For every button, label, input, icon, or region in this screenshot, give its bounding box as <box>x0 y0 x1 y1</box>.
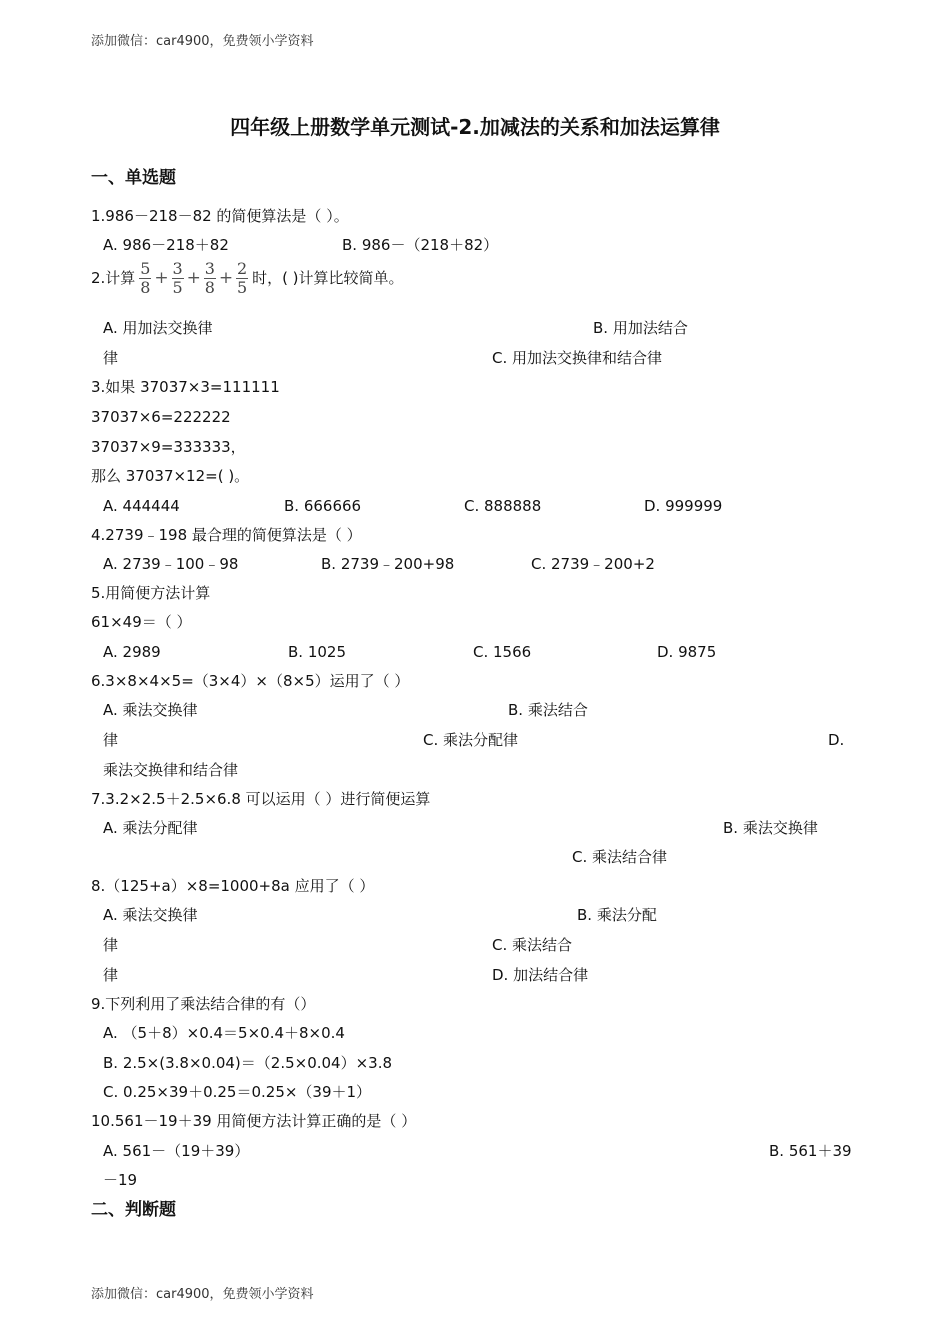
page-footer: 添加微信：car4900，免费领小学资料 <box>91 1287 314 1302</box>
question-5-option-b[interactable]: B. 1025 <box>288 643 347 661</box>
section-heading-true-false: 二、判断题 <box>91 1200 176 1220</box>
fraction-3: $\frac{3}{8}$ <box>204 258 215 297</box>
question-4-option-b[interactable]: B. 2739﹣200+98 <box>321 555 455 573</box>
question-8-option-b-continued: 律 <box>103 936 119 954</box>
question-2-option-b[interactable]: B. 用加法结合 <box>593 319 688 337</box>
question-2-stem-prefix: 2.计算 <box>91 269 136 287</box>
question-5-option-c[interactable]: C. 1566 <box>473 643 532 661</box>
question-3-option-a[interactable]: A. 444444 <box>103 497 180 515</box>
page-title: 四年级上册数学单元测试-2.加减法的关系和加法运算律 <box>230 115 720 139</box>
question-3-line-1: 3.如果 37037×3=111111 <box>91 378 280 396</box>
question-5-line-2: 61×49＝（ ） <box>91 613 192 631</box>
question-8-option-d[interactable]: D. 加法结合律 <box>492 966 589 984</box>
fraction-1: $\frac{5}{8}$ <box>140 258 151 297</box>
question-9-option-b[interactable]: B. 2.5×(3.8×0.04)＝（2.5×0.04）×3.8 <box>103 1054 393 1072</box>
fraction-2: $\frac{3}{5}$ <box>172 258 183 297</box>
question-8-option-a[interactable]: A. 乘法交换律 <box>103 906 198 924</box>
question-3-option-c[interactable]: C. 888888 <box>464 497 542 515</box>
question-4-option-a[interactable]: A. 2739﹣100﹣98 <box>103 555 239 573</box>
question-3-line-3: 37037×9=333333， <box>91 438 246 456</box>
plus-sign: + <box>218 268 234 288</box>
question-7-stem: 7.3.2×2.5＋2.5×6.8 可以运用（ ）进行简便运算 <box>91 790 431 808</box>
question-7-option-b[interactable]: B. 乘法交换律 <box>723 819 818 837</box>
question-3-option-d[interactable]: D. 999999 <box>644 497 723 515</box>
question-1-stem: 1.986－218－82 的简便算法是（ ）。 <box>91 207 349 225</box>
question-6-option-b-continued: 律 <box>103 731 119 749</box>
question-2-option-c[interactable]: C. 用加法交换律和结合律 <box>492 349 663 367</box>
question-9-option-c[interactable]: C. 0.25×39＋0.25＝0.25×（39＋1） <box>103 1083 372 1101</box>
page-header: 添加微信：car4900，免费领小学资料 <box>91 34 314 49</box>
question-9-option-a[interactable]: A. （5＋8）×0.4＝5×0.4＋8×0.4 <box>103 1024 345 1042</box>
question-8-option-c-continued: 律 <box>103 966 119 984</box>
question-3-line-2: 37037×6=222222 <box>91 408 231 426</box>
question-3-option-b[interactable]: B. 666666 <box>284 497 362 515</box>
question-10-option-a[interactable]: A. 561－（19＋39） <box>103 1142 250 1160</box>
question-6-option-c[interactable]: C. 乘法分配律 <box>423 731 519 749</box>
question-2-stem <box>91 258 404 298</box>
question-6-option-d[interactable]: D. <box>828 731 845 749</box>
question-2-stem-suffix: 时，( )计算比较简单。 <box>252 269 404 287</box>
question-8-option-b[interactable]: B. 乘法分配 <box>577 906 657 924</box>
plus-sign: + <box>186 268 201 288</box>
question-7-option-c[interactable]: C. 乘法结合律 <box>572 848 668 866</box>
question-6-option-d-continued: 乘法交换律和结合律 <box>103 761 239 779</box>
section-heading-single-choice: 一、单选题 <box>91 168 176 188</box>
question-6-option-b[interactable]: B. 乘法结合 <box>508 701 588 719</box>
question-10-option-b-continued: －19 <box>103 1171 138 1189</box>
question-10-option-b[interactable]: B. 561＋39 <box>769 1142 852 1160</box>
fraction-expression <box>139 258 248 297</box>
question-5-option-a[interactable]: A. 2989 <box>103 643 161 661</box>
question-1-option-b[interactable]: B. 986－（218＋82） <box>342 236 499 254</box>
question-8-option-c[interactable]: C. 乘法结合 <box>492 936 573 954</box>
question-3-line-4: 那么 37037×12=( )。 <box>91 467 250 485</box>
question-6-stem: 6.3×8×4×5=（3×4）×（8×5）运用了（ ） <box>91 672 410 690</box>
plus-sign: + <box>154 268 169 288</box>
question-8-stem: 8.（125+a）×8=1000+8a 应用了（ ） <box>91 877 375 895</box>
question-2-option-b-continued: 律 <box>103 349 119 367</box>
question-4-option-c[interactable]: C. 2739﹣200+2 <box>531 555 655 573</box>
question-6-option-a[interactable]: A. 乘法交换律 <box>103 701 198 719</box>
question-5-option-d[interactable]: D. 9875 <box>657 643 717 661</box>
question-2-option-a[interactable]: A. 用加法交换律 <box>103 319 213 337</box>
fraction-4: $\frac{2}{5}$ <box>236 258 248 297</box>
question-7-option-a[interactable]: A. 乘法分配律 <box>103 819 198 837</box>
question-10-stem: 10.561－19＋39 用简便方法计算正确的是（ ） <box>91 1112 417 1130</box>
question-1-option-a[interactable]: A. 986－218＋82 <box>103 236 229 254</box>
question-5-line-1: 5.用简便方法计算 <box>91 584 211 602</box>
question-9-stem: 9.下列利用了乘法结合律的有（） <box>91 995 316 1013</box>
question-4-stem: 4.2739﹣198 最合理的简便算法是（ ） <box>91 526 362 544</box>
